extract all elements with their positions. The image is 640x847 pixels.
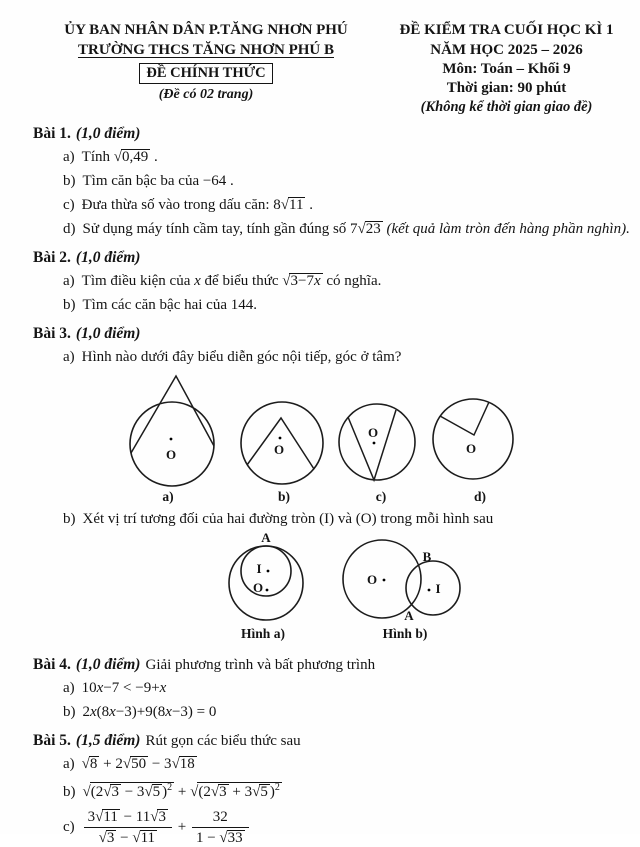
problem-3-item-b	[33, 507, 634, 531]
figure-angle-c	[339, 404, 415, 504]
caption-a: a)	[162, 489, 174, 504]
school-year: NĂM HỌC 2025 – 2026	[430, 42, 583, 58]
problem-5-intro: Rút gọn các biểu thức sau	[145, 733, 301, 749]
center-I-dot	[428, 589, 431, 592]
center-label-c: O	[367, 425, 379, 440]
problem-2-item-b	[33, 293, 634, 317]
page-count-note: (Đề có 02 trang)	[158, 87, 254, 102]
item-text: Tìm các căn bậc hai của 144.	[82, 297, 257, 313]
problem-5-label: Bài 5.	[33, 732, 71, 749]
angle-figures	[0, 369, 640, 507]
circle-a	[130, 402, 214, 486]
circle-d	[433, 399, 513, 479]
center-dot-c	[373, 442, 376, 445]
problem-3-label: Bài 3.	[33, 325, 71, 342]
item-text: Sử dụng máy tính cầm tay, tính gần đúng số 7√23 (kết quả làm tròn đến hàng phần nghìn).	[82, 221, 630, 237]
problem-5-item-a	[33, 752, 634, 776]
problem-4-item-a	[33, 676, 634, 700]
problem-3-points: (1,0 điểm)	[75, 325, 141, 342]
item-text: Xét vị trí tương đối của hai đường tròn (I) và (O) trong mỗi hình sau	[82, 511, 494, 527]
duration-line: Thời gian: 90 phút	[446, 80, 567, 96]
problem-2-item-a	[33, 269, 634, 293]
issuing-authority: ỦY BAN NHÂN DÂN P.TĂNG NHƠN PHÚ	[64, 22, 348, 38]
figure-angle-b	[241, 402, 323, 504]
caption-b: b)	[277, 489, 291, 504]
item-label: d)	[63, 221, 76, 237]
figure-circles-a	[229, 530, 303, 641]
center-label-a: O	[165, 447, 177, 462]
caption-hinh-b: Hình b)	[382, 626, 428, 641]
item-label: b)	[63, 784, 76, 800]
header-left	[33, 20, 379, 117]
problem-2-label: Bài 2.	[33, 249, 71, 266]
item-label: a)	[63, 149, 75, 165]
point-A-label: A	[261, 530, 271, 545]
center-I-label: I	[256, 561, 262, 576]
item-text: Hình nào dưới đây biểu diễn góc nội tiếp, góc ở tâm?	[81, 349, 402, 365]
item-text: Tìm căn bậc ba của −64 .	[82, 173, 234, 189]
item-label: b)	[63, 173, 76, 189]
item-label: a)	[63, 273, 75, 289]
right-circle	[406, 561, 460, 615]
item-label: b)	[63, 297, 76, 313]
point-B-label: B	[422, 549, 432, 564]
school-name: TRƯỜNG THCS TĂNG NHƠN PHÚ B	[77, 42, 334, 58]
official-exam-label: ĐỀ CHÍNH THỨC	[139, 63, 272, 84]
left-circle	[343, 540, 421, 618]
exam-title: ĐỀ KIỂM TRA CUỐI HỌC KÌ 1	[399, 22, 614, 38]
problem-2-points: (1,0 điểm)	[75, 249, 141, 266]
item-label: c)	[63, 818, 75, 835]
header-right	[379, 20, 634, 117]
problem-5-item-c	[33, 808, 634, 847]
problem-4-item-b	[33, 700, 634, 724]
item-text: 10x−7 < −9+x	[81, 680, 167, 696]
caption-hinh-a: Hình a)	[241, 626, 285, 641]
duration-note: (Không kể thời gian giao đề)	[420, 99, 593, 115]
exam-body	[33, 123, 634, 847]
problem-1-item-a	[33, 145, 634, 169]
header	[33, 20, 634, 117]
problem-4-points: (1,0 điểm)	[75, 656, 141, 673]
center-label-b: O	[273, 442, 285, 457]
problem-4-label: Bài 4.	[33, 656, 71, 673]
inner-circle	[241, 546, 291, 596]
item-label: a)	[63, 756, 75, 772]
problem-3-heading	[33, 323, 634, 345]
item-label: b)	[63, 511, 76, 527]
problem-1-item-d	[33, 217, 634, 241]
item-label: c)	[63, 197, 75, 213]
item-text: Tìm điều kiện của x để biểu thức √3−7x có nghĩa.	[81, 273, 382, 289]
point-A-label: A	[404, 608, 414, 623]
item-text: √8 + 2√50 − 3√18	[81, 756, 195, 772]
problem-1-label: Bài 1.	[33, 125, 71, 142]
angle-lines-c	[348, 410, 396, 480]
item-text: Đưa thừa số vào trong dấu căn: 8√11 .	[81, 197, 313, 213]
angle-lines-d	[440, 402, 489, 435]
item-label: b)	[63, 704, 76, 720]
item-text: 2x(8x−3)+9(8x−3) = 0	[82, 704, 217, 720]
item-label: a)	[63, 349, 75, 365]
subject-line: Môn: Toán – Khối 9	[442, 61, 571, 77]
caption-d: d)	[473, 489, 487, 504]
problem-1-item-c	[33, 193, 634, 217]
figure-circles-b	[343, 540, 460, 641]
problem-5-item-b	[33, 780, 634, 804]
item-text: $\frac{3√11 - 11√3}{√3 - √11}$ + $\frac{32}{1 - √33}$	[82, 819, 251, 835]
center-I-label: I	[435, 581, 441, 596]
item-text: Tính √0,49 .	[81, 149, 158, 165]
figure-angle-a	[130, 376, 214, 504]
item-label: a)	[63, 680, 75, 696]
center-O-dot	[266, 589, 269, 592]
circle-position-figures	[0, 531, 640, 645]
center-O-label: O	[252, 580, 264, 595]
problem-1-heading	[33, 123, 634, 145]
problem-4-heading	[33, 654, 634, 676]
figure-angle-d	[433, 399, 513, 504]
center-O-dot	[383, 579, 386, 582]
center-O-label: O	[366, 572, 378, 587]
item-text: √(2√3 − 3√5 )$^2$ + √(2√3 + 3√5 )$^2$	[82, 782, 280, 800]
center-dot-b	[279, 437, 282, 440]
problem-5-points: (1,5 điểm)	[75, 732, 141, 749]
center-I-dot	[267, 570, 270, 573]
problem-4-intro: Giải phương trình và bất phương trình	[145, 657, 376, 673]
outer-circle	[229, 546, 303, 620]
problem-1-item-b	[33, 169, 634, 193]
center-dot-a	[170, 438, 173, 441]
official-exam-box-wrap	[33, 63, 379, 84]
problem-2-heading	[33, 247, 634, 269]
center-label-d: O	[465, 441, 477, 456]
problem-5-heading	[33, 730, 634, 752]
problem-3-item-a	[33, 345, 634, 369]
caption-c: c)	[375, 489, 387, 504]
problem-1-points: (1,0 điểm)	[75, 125, 141, 142]
